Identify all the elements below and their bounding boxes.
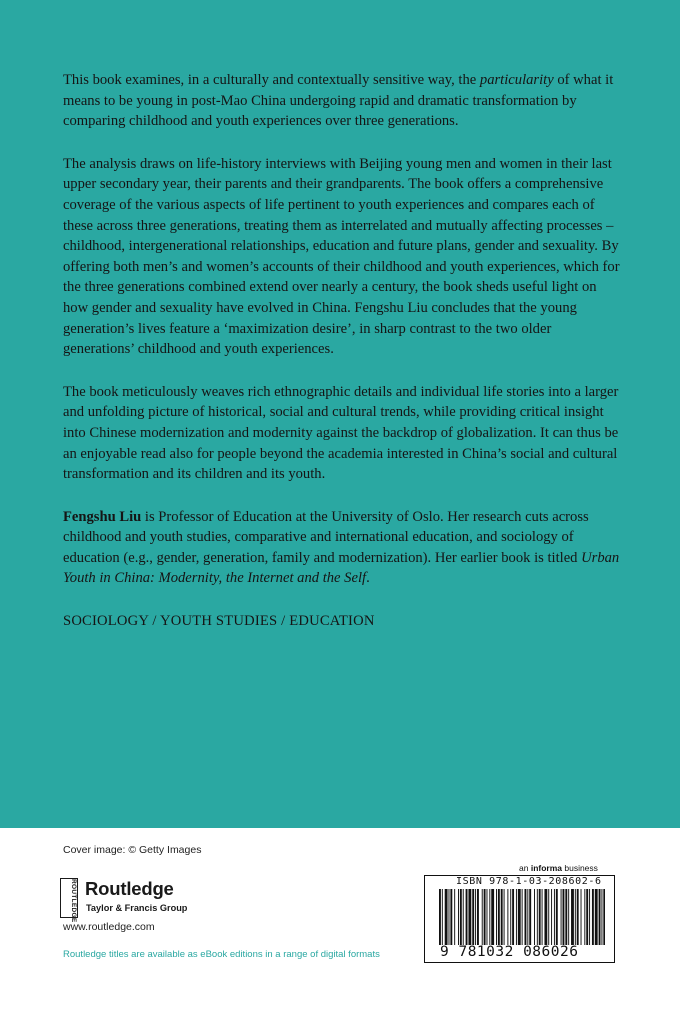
barcode-bar <box>556 889 558 945</box>
barcode-bar <box>512 889 514 945</box>
barcode-bar <box>491 889 494 945</box>
barcode-bar <box>537 889 538 945</box>
author-name: Fengshu Liu <box>63 508 142 525</box>
barcode-bar <box>466 889 468 945</box>
barcode-bar <box>584 889 585 945</box>
barcode-bar <box>589 889 590 945</box>
earlier-book-title: Urban Youth in China: Modernity, the Internet and the Self <box>63 549 620 587</box>
barcode-bar <box>477 889 479 945</box>
barcode-bar <box>577 889 579 945</box>
barcode-bar <box>599 889 601 945</box>
barcode-bar <box>601 889 602 945</box>
barcode-bar <box>518 889 521 945</box>
publisher-logo <box>60 878 220 923</box>
barcode-bar <box>603 889 605 945</box>
barcode-bar <box>454 889 455 945</box>
barcode-bar <box>472 889 474 945</box>
barcode-bar <box>450 889 452 945</box>
barcode-bar <box>554 889 555 945</box>
barcode-bar <box>507 889 508 945</box>
isbn-barcode <box>424 875 615 963</box>
ebook-note: Routledge titles are available as eBook editions in a range of digital formats <box>63 949 380 960</box>
author-bio: Fengshu Liu is Professor of Education at the University of Oslo. Her research cuts across childhood and youth studies, comparative and international education, and sociology of education (e.g., gender, generation, family and modernization). Her earlier book is titled Urban Youth in China: Modernity, the Internet and the Self. <box>63 508 620 587</box>
barcode-bar <box>565 889 567 945</box>
barcode-bar <box>586 889 588 945</box>
barcode-bar <box>460 889 462 945</box>
barcode-bar <box>484 889 486 945</box>
subject-categories: SOCIOLOGY / YOUTH STUDIES / EDUCATION <box>63 613 375 630</box>
barcode-bar <box>463 889 464 945</box>
barcode-bar <box>595 889 598 945</box>
barcode-bar <box>482 889 483 945</box>
blurb-paragraph-3: The book meticulously weaves rich ethnographic details and individual life stories into a larger and unfolding picture of historical, social and cultural trends, while providing critical insight into Chinese modernization and modernity against the backdrop of globalization. It can thus be an enjoyable read also for people beyond the academia interested in China’s social and cultural transformation and its children and its youth. <box>63 383 619 483</box>
barcode-bar <box>516 889 517 945</box>
barcode-bars <box>439 889 605 949</box>
barcode-bar <box>498 889 500 945</box>
barcode-bar <box>561 889 562 945</box>
barcode-bar <box>449 889 450 945</box>
isbn-text: ISBN 978-1-03-208602-6 <box>456 876 602 887</box>
barcode-bar <box>445 889 448 945</box>
barcode-bar <box>581 889 582 945</box>
barcode-bar <box>551 889 552 945</box>
barcode-bar <box>592 889 594 945</box>
blurb-paragraph-1: This book examines, in a culturally and contextually sensitive way, the particularity of what it means to be young in post-Mao China undergoing rapid and dramatic transformation by comparing childhood and youth experiences over three generations. <box>63 72 614 130</box>
barcode-bar <box>489 889 490 945</box>
barcode-bar <box>542 889 543 945</box>
barcode-bar <box>487 889 488 945</box>
barcode-bar <box>442 889 443 945</box>
barcode-bar <box>510 889 511 945</box>
blurb <box>63 70 623 654</box>
barcode-bar <box>568 889 569 945</box>
barcode-bar <box>496 889 497 945</box>
footer <box>0 828 680 1020</box>
barcode-bar <box>529 889 531 945</box>
barcode-bar <box>468 889 471 945</box>
barcode-bar <box>571 889 574 945</box>
barcode-bar <box>458 889 459 945</box>
blurb-paragraph-2: The analysis draws on life-history interviews with Beijing young men and women in their last upper secondary year, their parents and their grandparents. The book offers a comprehensive coverage of the various aspects of life pertinent to youth experiences and compares each of these across three generations, treating them as interrelated and mutually affecting processes – childhood, intergenerational relationships, education and future plans, gender and sexuality. By offering both men’s and women’s accounts of their childhood and youth experiences, which for the three generations combined extend over nearly a century, the book sheds useful light on how gender and sexuality have evolved in China. Fengshu Liu concludes that the young generation’s lives feature a ‘maximization desire’, in sharp contrast to the two older generations’ childhood and youth experiences. <box>63 155 620 358</box>
barcode-digits: 9 781032 086026 <box>440 944 579 960</box>
informa-business: an informa business <box>519 863 598 873</box>
barcode-bar <box>544 889 547 945</box>
cover-credit: Cover image: © Getty Images <box>63 844 202 856</box>
barcode-bar <box>525 889 527 945</box>
publisher-website: www.routledge.com <box>63 921 155 933</box>
routledge-mark-icon: ROUTLEDGE <box>60 878 78 918</box>
barcode-bar <box>439 889 441 945</box>
publisher-name: Routledge <box>85 878 174 899</box>
barcode-bar <box>504 889 505 945</box>
barcode-bar <box>534 889 535 945</box>
publisher-group: Taylor & Francis Group <box>86 903 188 913</box>
barcode-bar <box>475 889 476 945</box>
barcode-bar <box>501 889 503 945</box>
barcode-bar <box>548 889 549 945</box>
barcode-bar <box>522 889 523 945</box>
barcode-bar <box>563 889 565 945</box>
barcode-bar <box>539 889 541 945</box>
barcode-bar <box>527 889 528 945</box>
barcode-bar <box>575 889 576 945</box>
